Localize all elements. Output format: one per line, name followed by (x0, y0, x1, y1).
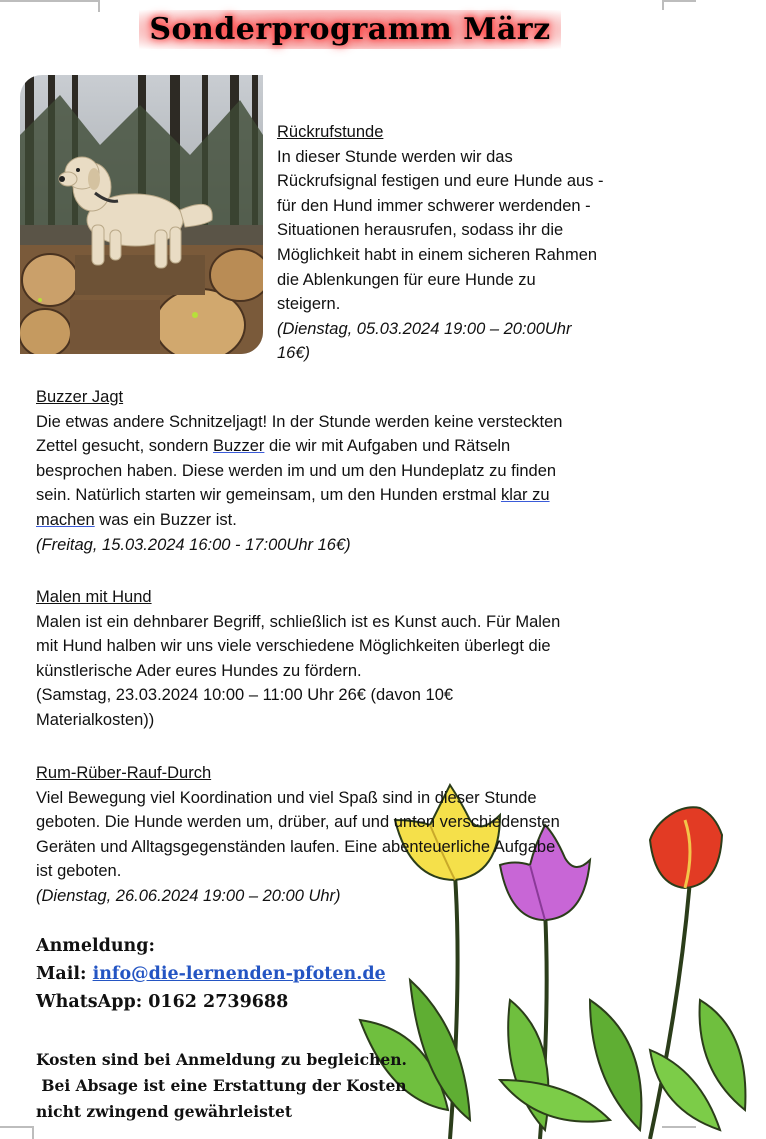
section-heading: Buzzer Jagt (36, 388, 124, 406)
text-line: Rückrufsignal festigen und eure Hunde aus - (277, 172, 604, 191)
text-line: die Ablenkungen für eure Hunde zu (277, 270, 536, 289)
text-line: für den Hund immer schwerer werdenden - (277, 196, 591, 215)
costs-line: Bei Absage ist eine Erstattung der Kosten (36, 1076, 407, 1095)
text-fragment: sein. Natürlich starten wir gemeinsam, um den Hunden erstmal (36, 486, 497, 505)
date-line: (Dienstag, 05.03.2024 19:00 – 20:00Uhr (277, 319, 572, 338)
dog-on-logs-image (20, 75, 263, 354)
text-line: mit Hund halben wir uns viele verschiedene Möglichkeiten überlegt die (36, 637, 551, 656)
text-line: besprochen haben. Diese werden im und um den Hundeplatz zu finden (36, 461, 557, 480)
text-fragment: Zettel gesucht, sondern (36, 437, 209, 456)
mail-line (36, 960, 386, 988)
text-line: Geräten und Alltagsgegenständen laufen. Eine abenteuerliche Aufgabe (36, 837, 556, 856)
section-heading: Malen mit Hund (36, 588, 152, 606)
section-rum-rueber-rauf-durch (36, 761, 716, 909)
spellcheck-word: Buzzer (213, 437, 265, 456)
page-title (0, 12, 700, 47)
section-malen-mit-hund (36, 585, 716, 733)
corner-mark (0, 1126, 34, 1128)
costs-note (36, 1047, 407, 1125)
corner-mark (98, 0, 100, 12)
title-text: Sonderprogramm März (139, 10, 560, 49)
date-line: Materialkosten)) (36, 710, 155, 729)
date-line: (Samstag, 23.03.2024 10:00 – 11:00 Uhr 26€ (davon 10€ (36, 686, 454, 705)
spellcheck-word: machen (36, 510, 95, 529)
text-line: geboten. Die Hunde werden um, drüber, auf und unten verschiedensten (36, 813, 560, 832)
text-line (36, 434, 716, 459)
whatsapp-line: WhatsApp: 0162 2739688 (36, 992, 289, 1012)
text-line: Die etwas andere Schnitzeljagt! In der Stunde werden keine versteckten (36, 412, 563, 431)
costs-line: Kosten sind bei Anmeldung zu begleichen. (36, 1050, 407, 1069)
text-fragment: die wir mit Aufgaben und Rätseln (268, 437, 511, 456)
text-line (36, 483, 716, 508)
section-buzzer-jagt (36, 385, 716, 557)
corner-mark (32, 1126, 34, 1139)
text-line (36, 508, 716, 533)
date-line: (Dienstag, 26.06.2024 19:00 – 20:00 Uhr) (36, 886, 341, 905)
section-heading: Rum-Rüber-Rauf-Durch (36, 764, 212, 782)
text-fragment: was ein Buzzer ist. (99, 510, 237, 529)
text-line: In dieser Stunde werden wir das (277, 147, 513, 166)
text-line: Möglichkeit habt in einem sicheren Rahmen (277, 245, 598, 264)
dog-photo (20, 75, 263, 354)
registration-block (36, 932, 386, 1016)
spellcheck-word: klar zu (500, 486, 550, 505)
mail-link[interactable]: info@die-lernenden-pfoten.de (92, 964, 386, 984)
text-line: ist geboten. (36, 862, 122, 881)
section-rueckrufstunde (277, 120, 677, 366)
text-line: Viel Bewegung viel Koordination und viel Spaß sind in dieser Stunde (36, 788, 537, 807)
costs-line: nicht zwingend gewährleistet (36, 1102, 292, 1121)
text-line: Situationen herausrufen, sodass ihr die (277, 221, 564, 240)
date-line: (Freitag, 15.03.2024 16:00 - 17:00Uhr 16€) (36, 535, 351, 554)
section-heading: Rückrufstunde (277, 123, 384, 141)
mail-label: Mail: (36, 964, 93, 984)
date-line: 16€) (277, 344, 311, 363)
registration-heading: Anmeldung: (36, 936, 155, 956)
text-line: künstlerische Ader eures Hundes zu fördern. (36, 661, 362, 680)
corner-mark (662, 0, 696, 2)
text-line: steigern. (277, 295, 341, 314)
corner-mark (662, 0, 664, 10)
corner-mark (0, 0, 100, 2)
text-line: Malen ist ein dehnbarer Begriff, schließlich ist es Kunst auch. Für Malen (36, 612, 561, 631)
